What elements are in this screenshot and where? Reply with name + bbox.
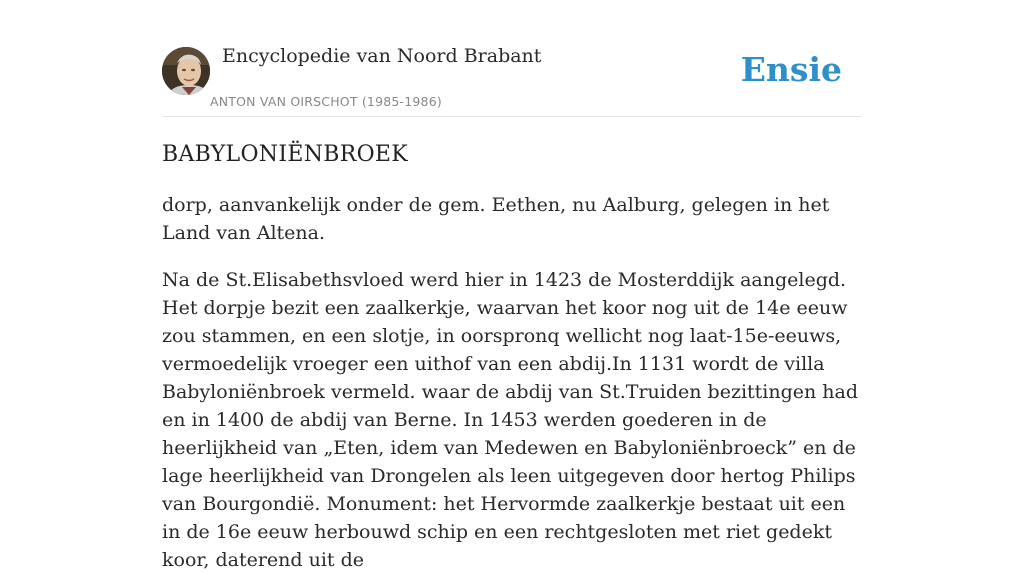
entry-title: BABYLONIËNBROEK [162, 142, 409, 167]
source-header [162, 0, 862, 117]
source-title[interactable]: Encyclopedie van Noord Brabant [222, 45, 542, 67]
author-portrait-icon [162, 47, 210, 95]
author-avatar[interactable] [162, 47, 210, 95]
author-name[interactable]: ANTON VAN OIRSCHOT (1985-1986) [210, 94, 442, 109]
entry-paragraph: dorp, aanvankelijk onder de gem. Eethen, nu Aalburg, gelegen in het Land van Altena. [162, 194, 830, 244]
entry-paragraph: Na de St.Elisabethsvloed werd hier in 1423 de Mosterddijk aangelegd. Het dorpje bezit een zaalkerkje, waarvan het koor nog uit de 14e eeuw zou stammen, en een slotje, in oorspronq wellicht nog laat-15e-eeuws, vermoedelijk vroeger een uithof van een abdij.In 1131 wordt de villa Babyloniënbroek vermeld. waar de abdij van St.Truiden bezittingen had en in 1400 de abdij van Berne. In 1453 werden goederen in de heerlijkheid van „Eten, idem van Medewen en Babyloniënbroeck” en de lage heerlijkheid van Drongelen als leen uitgegeven door hertog Philips van Bourgondië. Monument: het Hervormde zaalkerkje bestaat uit een in de 16e eeuw herbouwd schip en een rechtgesloten met riet gedekt koor, daterend uit de [162, 269, 859, 571]
page-content [162, 0, 862, 574]
ensie-logo[interactable]: Ensie [740, 50, 842, 89]
